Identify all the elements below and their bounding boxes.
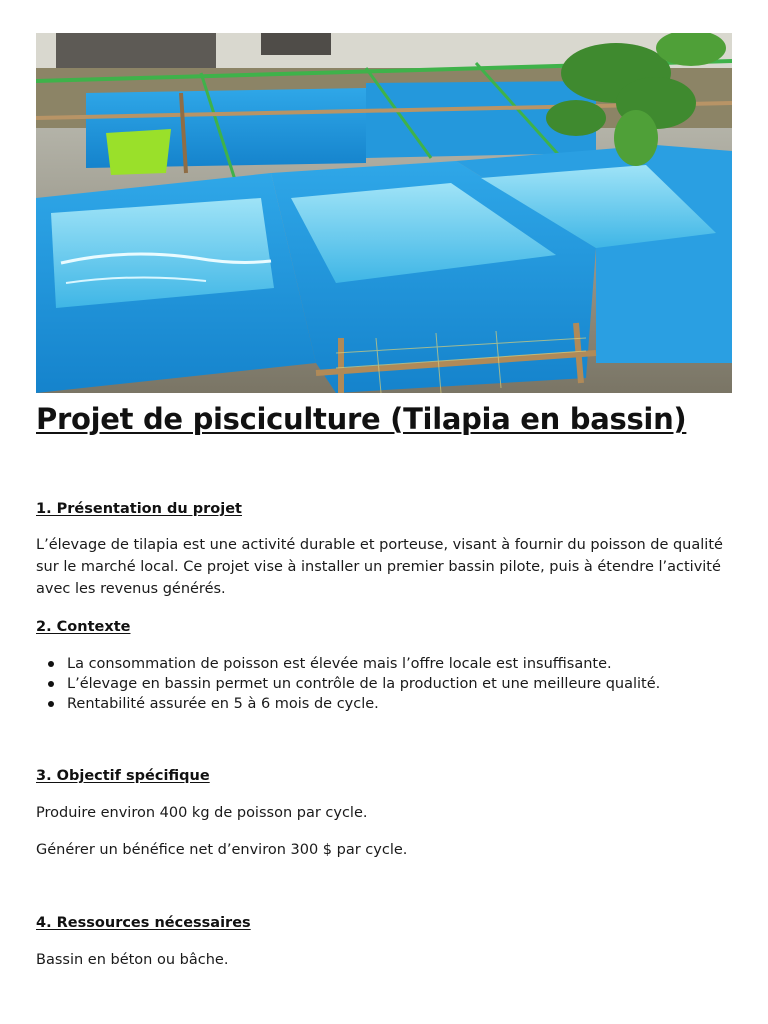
list-item-text: Rentabilité assurée en 5 à 6 mois de cycle.: [67, 696, 379, 712]
bullet-icon: [48, 681, 54, 687]
section-paragraph: Bassin en béton ou bâche.: [36, 952, 229, 968]
fish-pond-photo: [36, 33, 732, 393]
section-heading: 3. Objectif spécifique: [36, 768, 210, 784]
bullet-icon: [48, 661, 54, 667]
bullet-icon: [48, 701, 54, 707]
list-item: [36, 674, 660, 694]
section-heading: 1. Présentation du projet: [36, 501, 242, 517]
section-paragraph: L’élevage de tilapia est une activité durable et porteuse, visant à fournir du poisson de qualité sur le marché local. Ce projet vise à installer un premier bassin pilote, puis à étendre l’activité avec les revenus générés.: [36, 537, 723, 597]
bullet-list: [36, 654, 660, 714]
document-page: [36, 33, 732, 968]
section-heading: 2. Contexte: [36, 619, 131, 635]
list-item-text: L’élevage en bassin permet un contrôle de la production et une meilleure qualité.: [67, 676, 661, 692]
list-item-text: La consommation de poisson est élevée mais l’offre locale est insuffisante.: [67, 656, 612, 672]
list-item: [36, 694, 660, 714]
list-item: [36, 654, 660, 674]
section-paragraph: Générer un bénéfice net d’environ 300 $ par cycle.: [36, 842, 408, 858]
page-title: Projet de pisciculture (Tilapia en bassin): [36, 402, 687, 436]
section-heading: 4. Ressources nécessaires: [36, 915, 251, 931]
section-paragraph: Produire environ 400 kg de poisson par cycle.: [36, 805, 368, 821]
